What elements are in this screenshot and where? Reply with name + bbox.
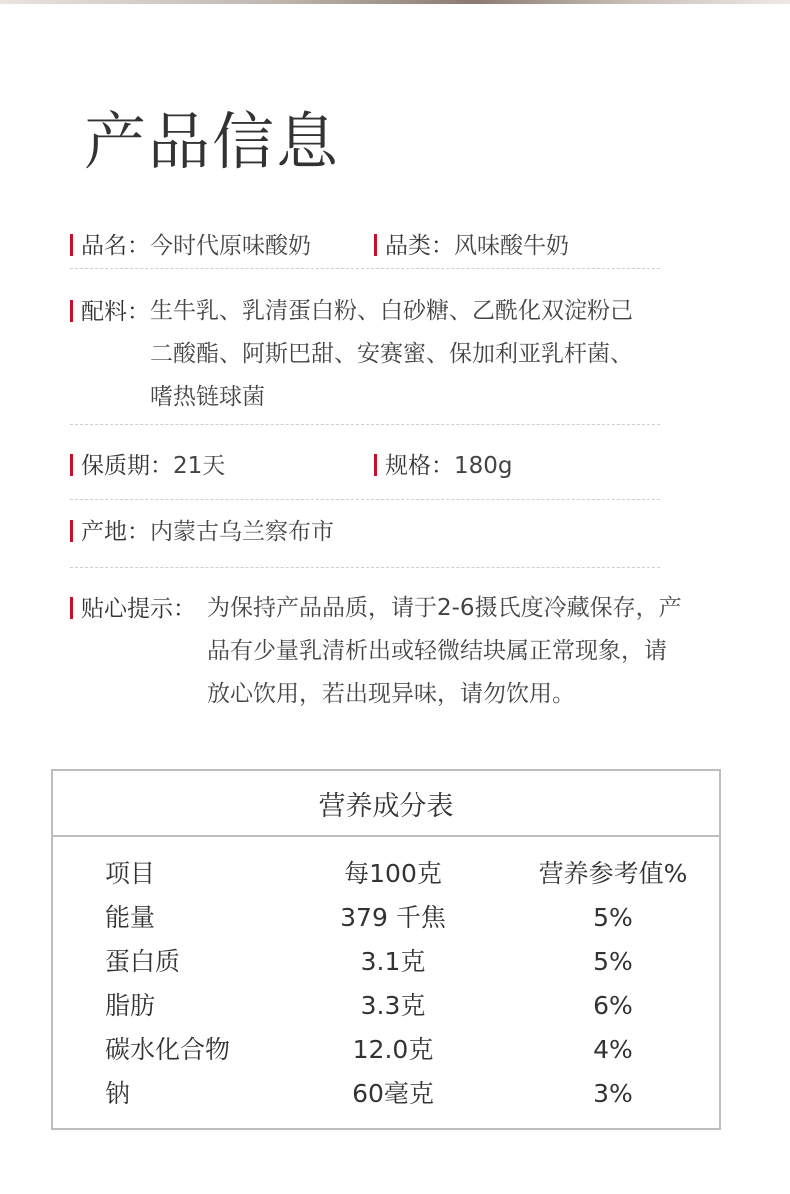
product-name-value: 今时代原味酸奶 (150, 233, 311, 259)
accent-marker (70, 300, 73, 322)
origin-field (70, 518, 334, 546)
ingredients-label: 配料： (81, 299, 150, 325)
nutrition-row-amount: 60毫克 (352, 1079, 434, 1108)
ingredients-line: 生牛乳、乳清蛋白粉、白砂糖、乙酰化双淀粉己 (150, 298, 633, 324)
ingredients-line: 嗜热链球菌 (150, 384, 265, 410)
accent-marker (70, 234, 73, 256)
nutrition-row-item: 能量 (105, 903, 156, 932)
nutrition-row-nrv: 6% (593, 991, 633, 1020)
accent-marker (374, 234, 377, 256)
nutrition-row-nrv: 4% (593, 1035, 633, 1064)
tips-line: 为保持产品品质，请于2-6摄氏度冷藏保存，产 (207, 595, 682, 621)
accent-marker (70, 520, 73, 542)
accent-marker (70, 597, 73, 619)
nutrition-row-amount: 12.0克 (352, 1035, 434, 1064)
tips-line: 品有少量乳清析出或轻微结块属正常现象，请 (207, 638, 667, 664)
dashed-divider (70, 424, 660, 425)
nutrition-row-item: 钠 (105, 1079, 131, 1108)
origin-label: 产地： (81, 519, 150, 545)
dashed-divider (70, 567, 660, 568)
tips-label-field (70, 595, 196, 623)
product-category-label: 品类： (385, 233, 454, 259)
product-category-value: 风味酸牛奶 (454, 233, 569, 259)
nutrition-row-amount: 379 千焦 (340, 903, 446, 932)
shelf-life-field (70, 452, 225, 480)
dashed-divider (70, 268, 660, 269)
origin-value: 内蒙古乌兰察布市 (150, 519, 334, 545)
spec-label: 规格： (385, 453, 454, 479)
nutrition-row-item: 蛋白质 (105, 947, 181, 976)
nutrition-row-amount: 3.3克 (360, 991, 426, 1020)
nutrition-row-item: 脂肪 (105, 991, 156, 1020)
nutrition-header-per100g: 每100克 (344, 859, 442, 888)
accent-marker (374, 454, 377, 476)
spec-field (374, 452, 513, 480)
nutrition-header-item: 项目 (105, 859, 156, 888)
nutrition-table (51, 769, 721, 1130)
nutrition-row-item: 碳水化合物 (105, 1035, 231, 1064)
dashed-divider (70, 499, 660, 500)
tips-label: 贴心提示： (81, 596, 196, 622)
nutrition-row-amount: 3.1克 (360, 947, 426, 976)
shelf-life-label: 保质期： (81, 453, 173, 479)
accent-marker (70, 454, 73, 476)
nutrition-row-nrv: 5% (593, 947, 633, 976)
nutrition-table-title: 营养成分表 (53, 771, 719, 837)
tips-value (207, 587, 682, 716)
tips-line: 放心饮用，若出现异味，请勿饮用。 (207, 681, 575, 707)
ingredients-line: 二酸酯、阿斯巴甜、安赛蜜、保加利亚乳杆菌、 (150, 341, 633, 367)
nutrition-row-nrv: 3% (593, 1079, 633, 1108)
product-name-label: 品名： (81, 233, 150, 259)
ingredients-value (150, 290, 633, 419)
page-title: 产品信息 (84, 105, 341, 178)
shelf-life-value: 21天 (173, 453, 226, 479)
product-name-field (70, 232, 311, 260)
spec-value: 180g (454, 453, 513, 479)
top-photo-strip (0, 0, 790, 4)
nutrition-header-nrv: 营养参考值% (538, 859, 688, 888)
nutrition-row-nrv: 5% (593, 903, 633, 932)
product-category-field (374, 232, 569, 260)
ingredients-label-field (70, 298, 150, 326)
